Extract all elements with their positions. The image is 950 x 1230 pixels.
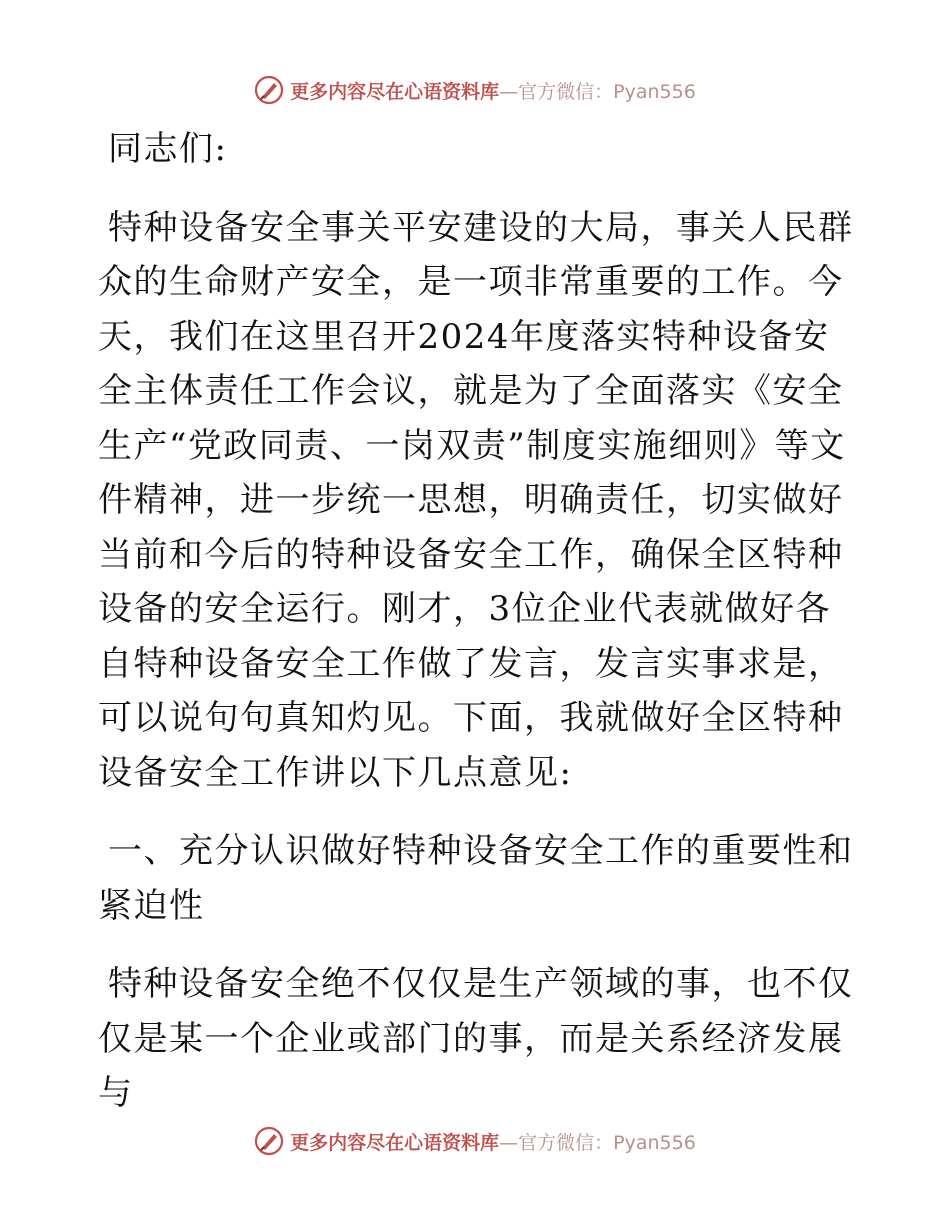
header-watermark — [0, 72, 950, 108]
quill-logo-icon — [254, 1126, 284, 1156]
watermark-highlight: 更多内容尽在心语资料库 — [290, 80, 500, 103]
salutation: 同志们: — [108, 129, 228, 169]
paragraph-section-1: 特种设备安全绝不仅仅是生产领域的事，也不仅仅是某一个企业或部门的事，而是关系经济发展与 — [98, 964, 854, 1113]
quill-logo-icon — [254, 75, 284, 105]
paragraph-intro: 特种设备安全事关平安建设的大局，事关人民群众的生命财产安全，是一项非常重要的工作。今天，我们在这里召开2024年度落实特种设备安全主体责任工作会议，就是为了全面落实《安全生产“党政同责、一岗双责”制度实施细则》等文件精神，进一步统一思想，明确责任，切实做好当前和今后的特种设备安全工作，确保全区特种设备的安全运行。刚才，3位企业代表就做好各自特种设备安全工作做了发言，发言实事求是，可以说句句真知灼见。下面，我就做好全区特种设备安全工作讲以下几点意见: — [98, 207, 854, 793]
watermark-text — [290, 77, 696, 104]
document-body — [98, 120, 858, 1121]
watermark-rest: —官方微信：Pyan556 — [499, 1131, 696, 1154]
watermark-rest: —官方微信：Pyan556 — [499, 80, 696, 103]
section-heading-1: 一、充分认识做好特种设备安全工作的重要性和紧迫性 — [98, 831, 854, 926]
footer-watermark — [0, 1123, 950, 1159]
watermark-text — [290, 1128, 696, 1155]
watermark-highlight: 更多内容尽在心语资料库 — [290, 1131, 500, 1154]
